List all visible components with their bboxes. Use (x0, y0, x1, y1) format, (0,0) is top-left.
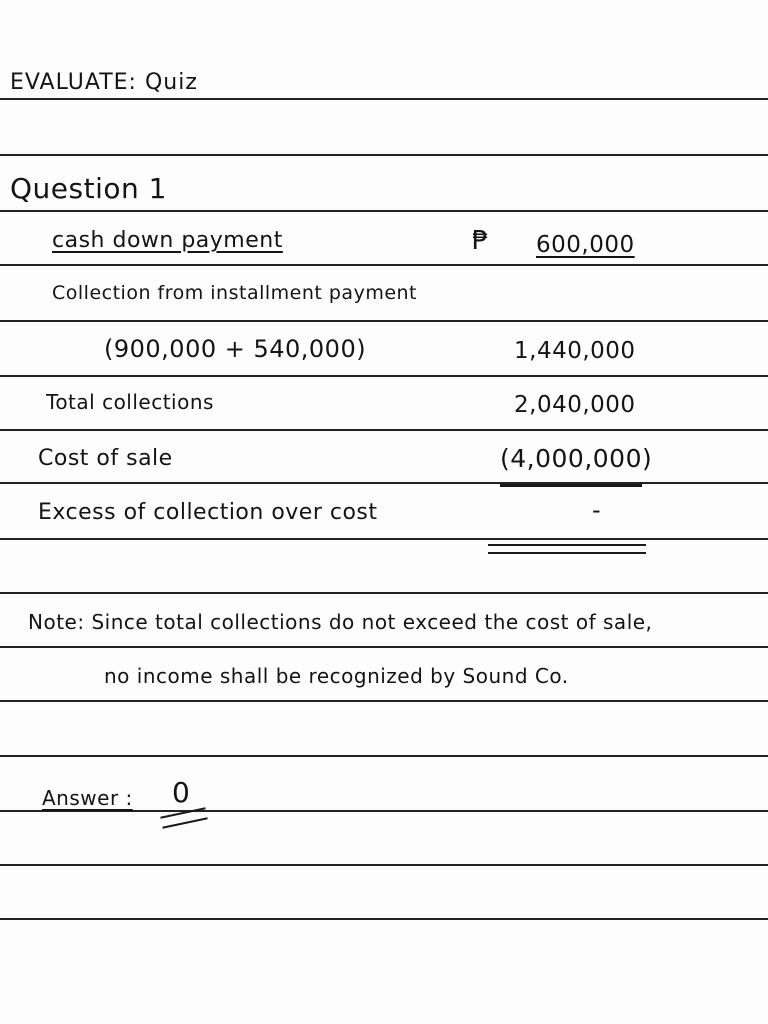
ruled-line (0, 210, 768, 212)
peso-sign: ₱ (472, 226, 490, 256)
row-amount-installment: 1,440,000 (514, 338, 636, 364)
double-underline (488, 552, 646, 554)
row-amount-cash-down-payment: 600,000 (536, 232, 635, 258)
ruled-line (0, 429, 768, 431)
double-underline (488, 544, 646, 546)
row-label-cost-of-sale: Cost of sale (38, 446, 173, 471)
ruled-line (0, 592, 768, 594)
ruled-line (0, 810, 768, 812)
answer-underline (162, 817, 207, 829)
page-title: EVALUATE: Quiz (10, 70, 198, 95)
row-amount-cost-of-sale: (4,000,000) (500, 444, 653, 473)
ruled-line (0, 154, 768, 156)
row-label-installment-collection: Collection from installment payment (52, 282, 418, 304)
note-line-1: Note: Since total collections do not exceed the cost of sale, (28, 610, 653, 634)
ruled-line (0, 375, 768, 377)
note-line-2: no income shall be recognized by Sound Co. (104, 664, 569, 688)
row-label-installment-breakdown: (900,000 + 540,000) (104, 335, 367, 363)
ruled-line (0, 98, 768, 100)
row-label-cash-down-payment: cash down payment (52, 228, 283, 253)
answer-label: Answer : (42, 786, 133, 810)
ruled-line (0, 538, 768, 540)
row-label-total-collections: Total collections (46, 390, 214, 414)
ruled-line (0, 482, 768, 484)
ruled-line (0, 700, 768, 702)
row-amount-total-collections: 2,040,000 (514, 392, 636, 418)
single-underline (500, 484, 642, 487)
row-label-excess-of-collection: Excess of collection over cost (38, 500, 378, 525)
question-heading: Question 1 (10, 172, 167, 205)
ruled-line (0, 646, 768, 648)
ruled-line (0, 755, 768, 757)
ruled-line (0, 918, 768, 920)
row-amount-excess-of-collection: - (592, 496, 602, 524)
ruled-line (0, 264, 768, 266)
ruled-line (0, 864, 768, 866)
answer-value: 0 (172, 776, 191, 809)
ruled-line (0, 320, 768, 322)
